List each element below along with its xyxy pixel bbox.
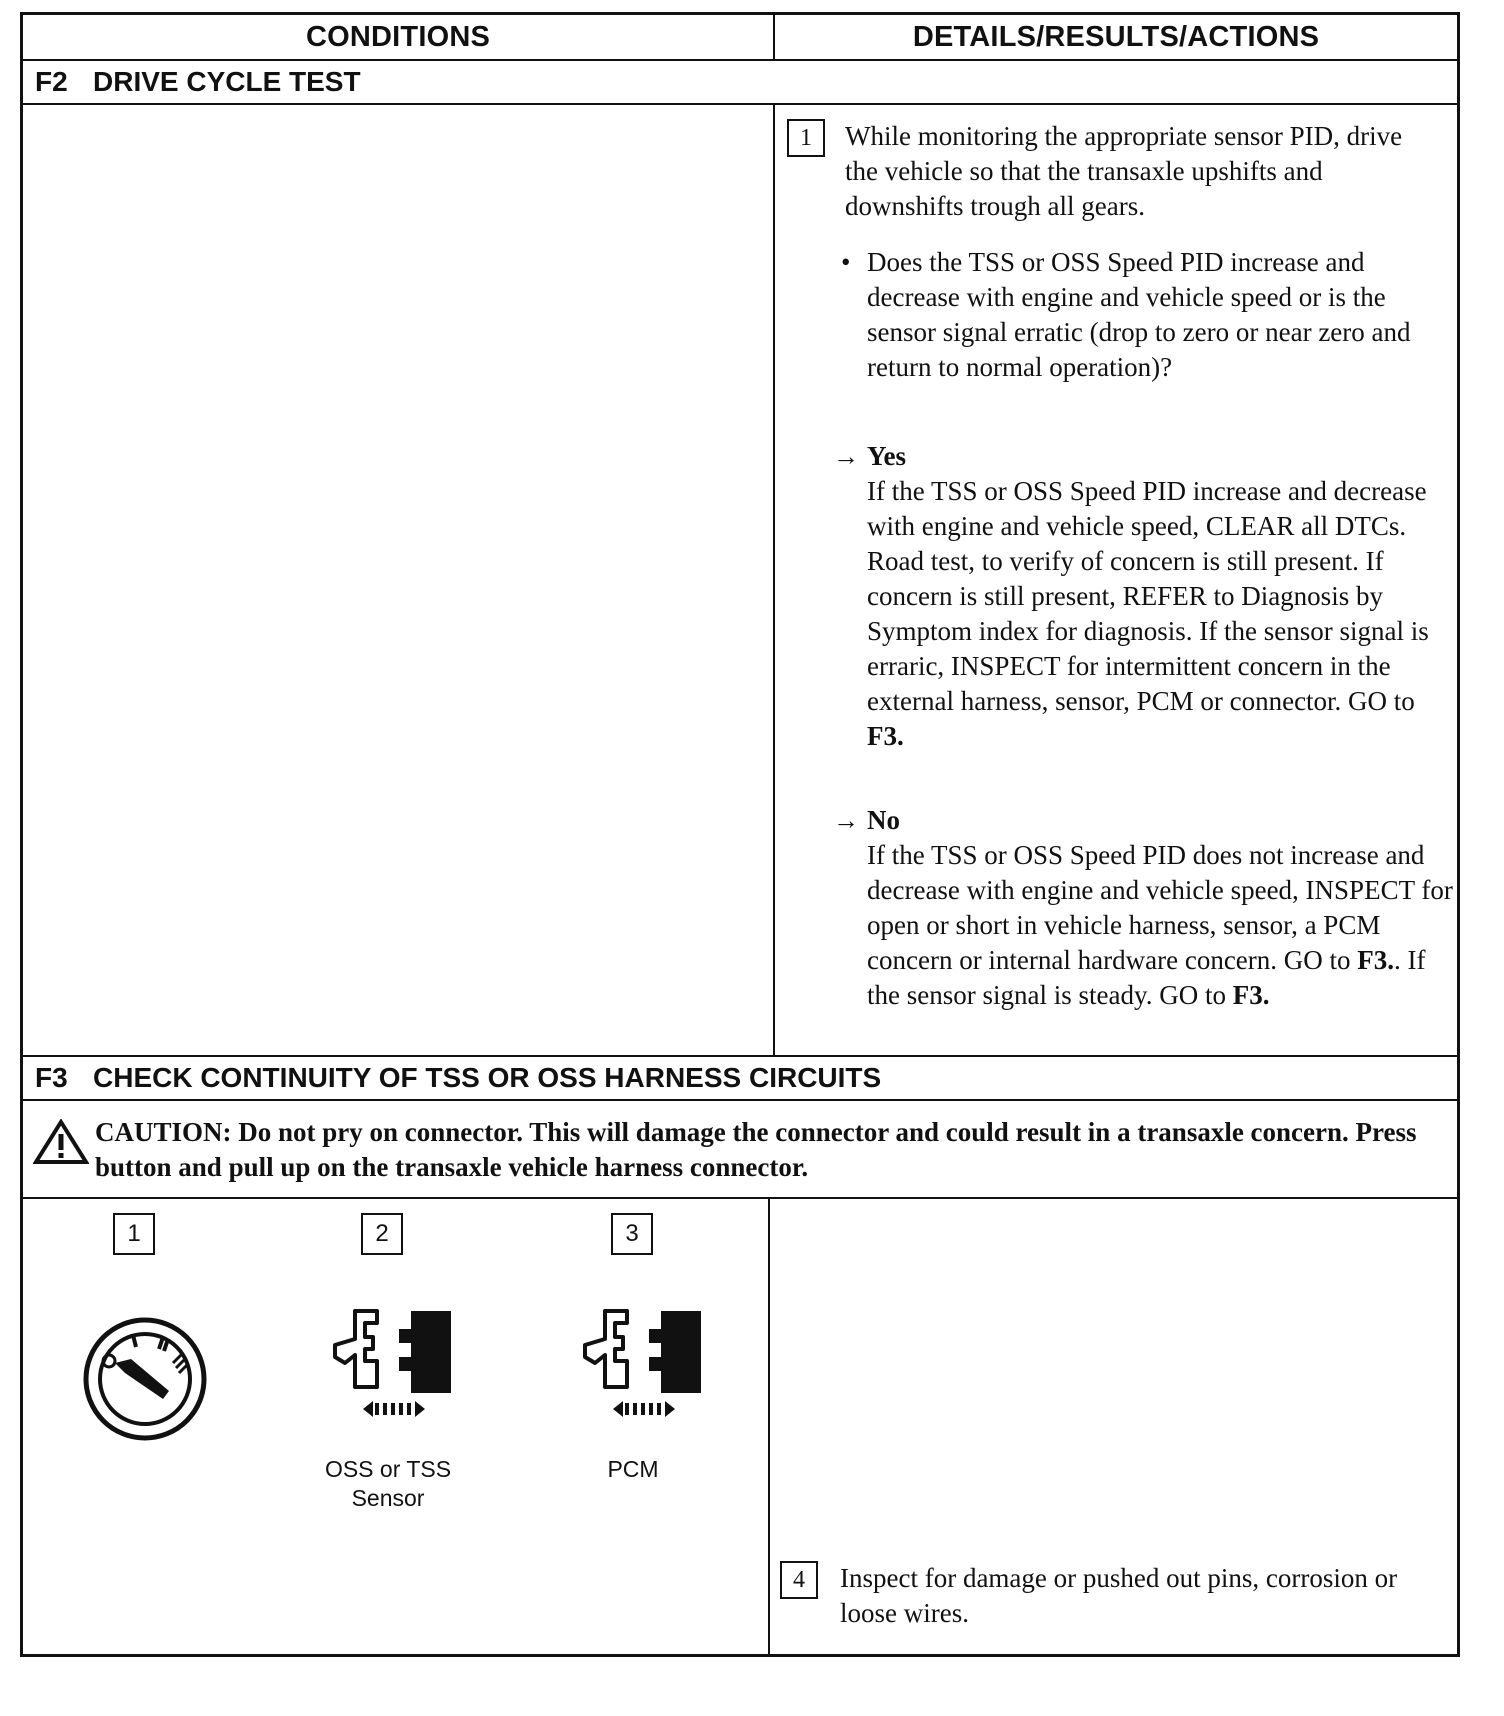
yes-result xyxy=(833,439,1457,754)
label-line: Sensor xyxy=(351,1485,425,1511)
section-number: F3 xyxy=(35,1062,68,1093)
step-number-box: 3 xyxy=(611,1213,653,1255)
details-cell xyxy=(775,105,1457,1055)
step-instruction: While monitoring the appropriate sensor PID, drive the vehicle so that the transaxle upshifts and downshifts trough all gears. xyxy=(845,121,1403,221)
section-title: DRIVE CYCLE TEST xyxy=(93,66,361,97)
label-line: PCM xyxy=(607,1456,659,1482)
no-label: No xyxy=(867,805,900,835)
section-f3-title xyxy=(23,1057,1457,1101)
section-f3-body xyxy=(23,1199,1457,1654)
no-goto-ref: F3. xyxy=(1357,945,1395,975)
no-action-body: If the TSS or OSS Speed PID does not increase and decrease with engine and vehicle speed, INSPECT for open or short in vehicle harness, sensor, a PCM concern or internal hardware concern. GO to xyxy=(867,840,1453,975)
arrow-right-icon: → xyxy=(833,806,859,835)
connector-disconnect-icon xyxy=(579,1303,709,1433)
section-f2-body xyxy=(23,105,1457,1057)
conditions-cell xyxy=(23,1199,770,1654)
conditions-cell xyxy=(23,105,775,1055)
question-bullet xyxy=(841,245,1427,385)
caution-triangle-icon xyxy=(33,1119,89,1165)
illustration-label xyxy=(563,1455,703,1484)
step-number-box: 1 xyxy=(113,1213,155,1255)
diagnostic-table xyxy=(20,12,1460,1657)
yes-label: Yes xyxy=(867,441,906,471)
question-text: Does the TSS or OSS Speed PID increase and decrease with engine and vehicle speed or is the sensor signal erratic (drop to zero or near zero and return to normal operation)? xyxy=(867,247,1411,382)
no-action-text xyxy=(867,838,1457,1013)
section-f2-title xyxy=(23,61,1457,105)
section-number: F2 xyxy=(35,66,68,97)
no-action-body-2: . If the sensor signal is steady. GO to xyxy=(867,945,1426,1010)
conditions-header: CONDITIONS xyxy=(23,15,775,59)
step-number-box: 4 xyxy=(780,1561,818,1599)
no-goto-ref-2: F3. xyxy=(1232,980,1270,1010)
section-title: CHECK CONTINUITY OF TSS OR OSS HARNESS CIRCUITS xyxy=(93,1062,882,1093)
yes-action-body: If the TSS or OSS Speed PID increase and decrease with engine and vehicle speed, CLEAR all DTCs. Road test, to verify of concern is still present. If concern is still present, REFER to Diagnosis by Symptom index for diagnosis. If the sensor signal is erraric, INSPECT for intermittent concern in the external harness, sensor, PCM or connector. GO to xyxy=(867,476,1429,716)
caution-text: CAUTION: Do not pry on connector. This will damage the connector and could result in a transaxle concern. Press button and pull up on the transaxle vehicle harness connector. xyxy=(95,1117,1417,1182)
details-header: DETAILS/RESULTS/ACTIONS xyxy=(912,20,1320,53)
label-line: OSS or TSS xyxy=(324,1456,452,1482)
illustration-label xyxy=(293,1455,483,1513)
details-cell xyxy=(770,1199,1457,1654)
step-instruction: Inspect for damage or pushed out pins, corrosion or loose wires. xyxy=(840,1563,1398,1628)
connector-disconnect-icon xyxy=(329,1303,459,1433)
step-number-box: 2 xyxy=(361,1213,403,1255)
bullet-icon: • xyxy=(841,247,851,277)
no-result xyxy=(833,803,1457,1013)
yes-goto-ref: F3. xyxy=(867,721,904,751)
ignition-switch-icon xyxy=(81,1315,209,1443)
arrow-right-icon: → xyxy=(833,442,859,471)
caution-row xyxy=(23,1101,1457,1199)
yes-action-text xyxy=(867,474,1457,754)
table-header xyxy=(23,15,1457,61)
step-number-box: 1 xyxy=(787,119,825,157)
